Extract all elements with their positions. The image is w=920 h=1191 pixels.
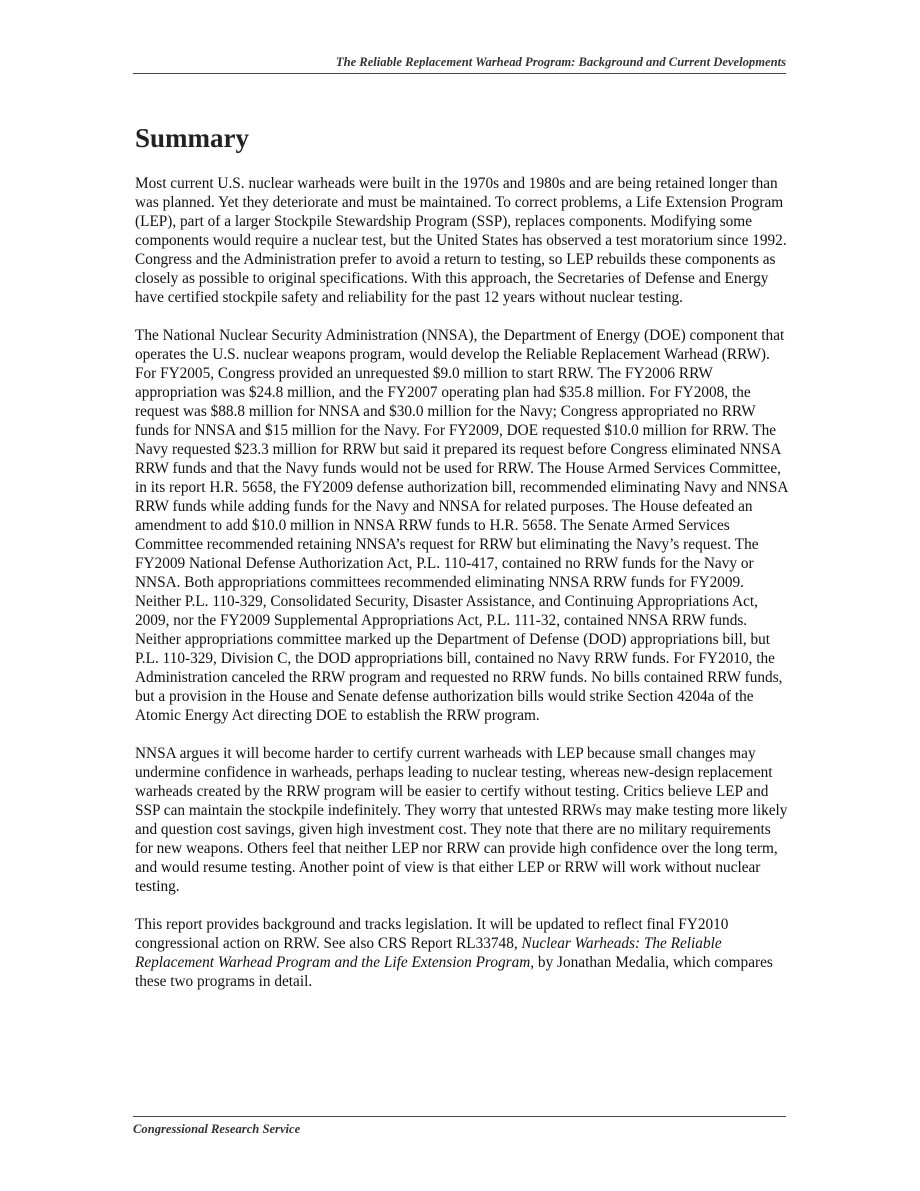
summary-paragraph-1: Most current U.S. nuclear warheads were built in the 1970s and 1980s and are being retained longer than was planned. Yet they deteriorate and must be maintained. To correct problems, a Life Extension Program (LEP), part of a larger Stockpile Stewardship Program (SSP), replaces components. Modifying some components would require a nuclear test, but the United States has observed a test moratorium since 1992. Congress and the Administration prefer to avoid a return to testing, so LEP rebuilds these components as closely as possible to original specifications. With this approach, the Secretaries of Defense and Energy have certified stockpile safety and reliability for the past 12 years without nuclear testing. <box>135 175 787 306</box>
paragraph-4-lead-text: This report provides background and tracks legislation. It will be updated to reflect final FY2010 congressional action on RRW. See also CRS Report RL33748, <box>135 916 729 952</box>
running-footer: Congressional Research Service <box>133 1116 786 1137</box>
running-header: The Reliable Replacement Warhead Program: Background and Current Developments <box>133 54 786 74</box>
summary-paragraph-4 <box>135 915 790 991</box>
page-title: Summary <box>135 123 249 153</box>
summary-paragraph-2: The National Nuclear Security Administration (NNSA), the Department of Energy (DOE) component that operates the U.S. nuclear weapons program, would develop the Reliable Replacement Warhead (RRW). For FY2005, Congress provided an unrequested $9.0 million to start RRW. The FY2006 RRW appropriation was $24.8 million, and the FY2007 operating plan had $35.8 million. For FY2008, the request was $88.8 million for NNSA and $30.0 million for the Navy; Congress appropriated no RRW funds for NNSA and $15 million for the Navy. For FY2009, DOE requested $10.0 million for RRW. The Navy requested $23.3 million for RRW but said it prepared its request before Congress eliminated NNSA RRW funds and that the Navy funds would not be used for RRW. The House Armed Services Committee, in its report H.R. 5658, the FY2009 defense authorization bill, recommended eliminating Navy and NNSA RRW funds while adding funds for the Navy and NNSA for related purposes. The House defeated an amendment to add $10.0 million in NNSA RRW funds to H.R. 5658. The Senate Armed Services Committee recommended retaining NNSA’s request for RRW but eliminating the Navy’s request. The FY2009 National Defense Authorization Act, P.L. 110-417, contained no RRW funds for the Navy or NNSA. Both appropriations committees recommended eliminating NNSA RRW funds for FY2009. Neither P.L. 110-329, Consolidated Security, Disaster Assistance, and Continuing Appropriations Act, 2009, nor the FY2009 Supplemental Appropriations Act, P.L. 111-32, contained NNSA RRW funds. Neither appropriations committee marked up the Department of Defense (DOD) appropriations bill, but P.L. 110-329, Division C, the DOD appropriations bill, contained no Navy RRW funds. For FY2010, the Administration canceled the RRW program and requested no RRW funds. No bills contained RRW funds, but a provision in the House and Senate defense authorization bills would strike Section 4204a of the Atomic Energy Act directing DOE to establish the RRW program. <box>135 327 788 724</box>
summary-paragraph-3: NNSA argues it will become harder to certify current warheads with LEP because small changes may undermine confidence in warheads, perhaps leading to nuclear testing, whereas new-design replacement warheads created by the RRW program will be easier to certify without testing. Critics believe LEP and SSP can maintain the stockpile indefinitely. They worry that untested RRWs may make testing more likely and question cost savings, given high investment cost. They note that there are no military requirements for new weapons. Others feel that neither LEP nor RRW can provide high confidence over the long term, and would resume testing. Another point of view is that either LEP or RRW will work without nuclear testing. <box>135 745 788 895</box>
summary-body <box>135 174 790 1010</box>
cited-report-title: Nuclear Warheads: The Reliable Replacement Warhead Program and the Life Extension Program <box>135 935 722 971</box>
paragraph-4-tail-text: , by Jonathan Medalia, which compares these two programs in detail. <box>135 954 773 990</box>
